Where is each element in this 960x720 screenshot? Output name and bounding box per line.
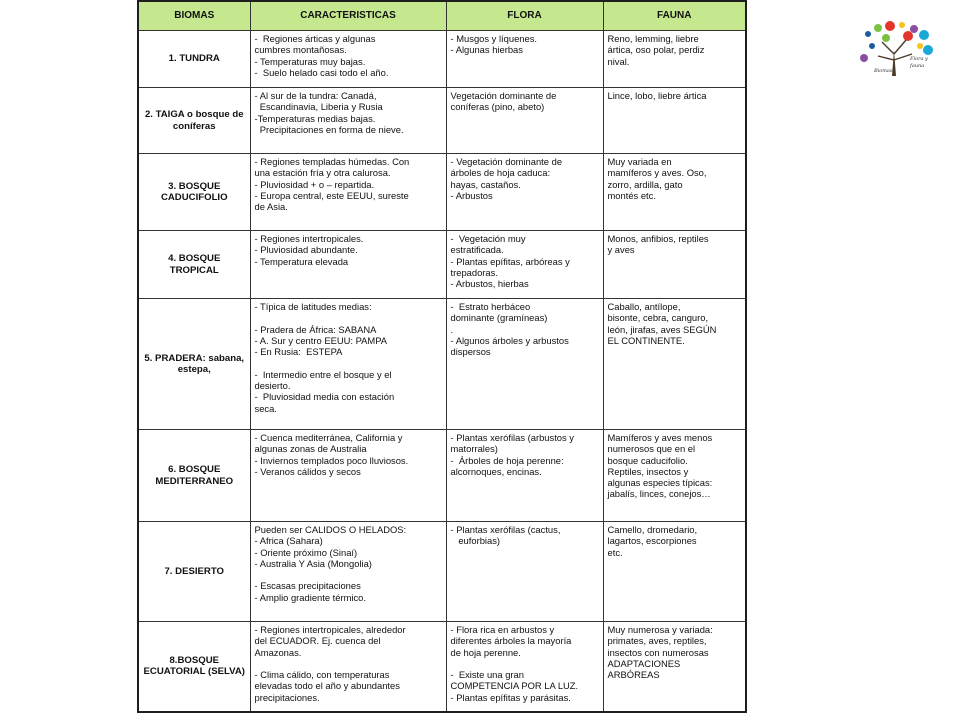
caracteristicas-line: - Clima cálido, con temperaturas [254,669,390,681]
caracteristicas-line: Precipitaciones en forma de nieve. [254,123,404,135]
fauna-cell [603,31,746,88]
fauna-cell [603,430,746,522]
caracteristicas-line: - Al sur de la tundra: Canadá, [254,90,377,101]
svg-text:Flora y: Flora y [910,56,928,62]
fauna-line: Monos, anfibios, reptiles [607,233,709,244]
caracteristicas-line: - Suelo helado casi todo el año. [254,66,389,78]
flora-line: - Plantas xerófilas (cactus, [450,524,561,535]
flora-line: árboles de hoja caduca: [450,167,551,179]
caracteristicas-line: del ECUADOR. Ej. cuenca del [254,635,381,647]
flora-line: trepadoras. [450,266,498,278]
flora-line: - Árboles de hoja perenne: [450,454,564,466]
flora-line: dispersos [450,346,491,358]
table-row [138,88,746,154]
caracteristicas-line: - A. Sur y centro EEUU: PAMPA [254,334,388,346]
biome-name-cell: 7. DESIERTO [138,522,250,622]
logo-dot [865,31,871,37]
logo-dot [882,34,890,42]
caracteristicas-line: algunas zonas de Australia [254,443,367,455]
logo-dot [874,24,882,32]
caracteristicas-line: - Inviernos templados poco lluviosos. [254,454,409,466]
caracteristicas-line: - Temperatura elevada [254,255,349,267]
caracteristicas-line [255,312,442,323]
caracteristicas-line [255,357,442,368]
fauna-line: mamíferos y aves. Oso, [607,167,707,179]
fauna-line: numerosos que en el [607,443,696,455]
fauna-cell [603,299,746,430]
table-row [138,154,746,231]
flora-line: - Flora rica en arbustos y [450,624,555,635]
logo-dot [919,30,929,40]
caracteristicas-line [255,658,442,669]
svg-text:fauna: fauna [910,63,925,69]
fauna-line: etc. [607,546,623,558]
header-biomas: BIOMAS [138,1,250,31]
biome-name-cell: 5. PRADERA: sabana, estepa, [138,299,250,430]
fauna-line: nival. [607,55,630,67]
table-row [138,31,746,88]
caracteristicas-line: desierto. [254,379,291,391]
fauna-line: montés etc. [607,189,656,201]
logo-dot [860,54,868,62]
caracteristicas-line: -Temperaturas medias bajas. [254,112,376,124]
flora-line: - Vegetación muy [450,233,526,244]
flora-cell [446,622,603,712]
caracteristicas-line: Pueden ser CALIDOS O HELADOS: [254,524,407,535]
caracteristicas-line: - Temperaturas muy bajas. [254,55,366,67]
flora-line: de hoja perenne. [450,646,521,658]
fauna-line: insectos con numerosas [607,646,709,658]
caracteristicas-line: - Pradera de África: SABANA [254,323,377,335]
caracteristicas-line: seca. [254,402,277,414]
tree-logo-icon [848,20,940,78]
fauna-line: león, jirafas, aves SEGÚN [607,323,717,335]
flora-cell [446,154,603,231]
caracteristicas-line: - Oriente próximo (Sinaí) [254,546,358,558]
caracteristicas-line: - Cuenca mediterránea, California y [254,432,403,443]
fauna-cell [603,88,746,154]
biome-name-cell: 3. BOSQUE CADUCIFOLIO [138,154,250,231]
fauna-line: ártica, oso polar, perdiz [607,44,705,56]
caracteristicas-line: Escandinavia, Liberia y Rusia [254,101,383,113]
flora-cell [446,522,603,622]
caracteristicas-line: - Intermedio entre el bosque y el [254,368,392,380]
fauna-line: algunas especies típicas: [607,477,713,489]
biomes-table [137,0,747,713]
flora-line: - Vegetación dominante de [450,156,563,167]
caracteristicas-line [255,569,442,580]
table-row [138,430,746,522]
fauna-cell [603,231,746,299]
caracteristicas-cell [250,31,446,88]
flora-line [451,658,599,669]
fauna-line: ADAPTACIONES [607,657,681,669]
flora-line: - Algunas hierbas [450,44,523,56]
caracteristicas-line: elevadas todo el año y abundantes [254,680,400,692]
table-row [138,231,746,299]
fauna-cell [603,622,746,712]
caracteristicas-line: precipitaciones. [254,691,320,703]
caracteristicas-line: - Regiones templadas húmedas. Con [254,156,410,167]
caracteristicas-line: - Regiones intertropicales, alrededor [254,624,406,635]
fauna-line: bosque caducifolio. [607,454,688,466]
flora-cell [446,31,603,88]
caracteristicas-line: Amazonas. [254,646,302,658]
fauna-line: bisonte, cebra, canguro, [607,312,709,324]
biome-name-cell: 2. TAIGA o bosque de coníferas [138,88,250,154]
header-flora: FLORA [446,1,603,31]
flora-line: - Algunos árboles y arbustos [450,334,569,346]
fauna-line: Muy numerosa y variada: [607,624,713,635]
table-row [138,522,746,622]
caracteristicas-line: de Asia. [254,201,288,213]
biome-name-cell: 6. BOSQUE MEDITERRANEO [138,430,250,522]
flora-line: COMPETENCIA POR LA LUZ. [450,680,579,692]
caracteristicas-line: - Pluviosidad media con estación [254,391,395,403]
flora-line: coníferas (pino, abeto) [450,101,545,113]
fauna-line: Lince, lobo, liebre ártica [607,90,707,101]
caracteristicas-line: una estación fría y otra calurosa. [254,167,391,179]
flora-cell [446,430,603,522]
flora-line: - Musgos y líquenes. [450,33,537,44]
fauna-line: Muy variada en [607,156,672,167]
logo-dot [923,45,933,55]
fauna-line: Mamíferos y aves menos [607,432,713,443]
fauna-cell [603,154,746,231]
fauna-line: Reptiles, insectos y [607,465,689,477]
logo-dot [903,31,913,41]
table-header-row [138,1,746,31]
flora-cell [446,88,603,154]
flora-line: euforbias) [450,535,501,547]
flora-line: - Plantas xerófilas (arbustos y [450,432,574,443]
caracteristicas-cell [250,88,446,154]
header-caracteristicas: CARACTERISTICAS [250,1,446,31]
caracteristicas-line: - Veranos cálidos y secos [254,465,361,477]
caracteristicas-cell [250,430,446,522]
flora-line: alcornoques, encinas. [450,465,542,477]
fauna-line: ARBÓREAS [607,669,660,681]
table-row [138,622,746,712]
caracteristicas-cell [250,299,446,430]
fauna-line: lagartos, escorpiones [607,535,697,547]
flora-line: - Arbustos, hierbas [450,278,529,290]
logo-dot [885,21,895,31]
caracteristicas-cell [250,231,446,299]
caracteristicas-cell [250,622,446,712]
fauna-line: primates, aves, reptiles, [607,635,707,647]
flora-line: - Plantas epífitas, arbóreas y [450,255,570,267]
caracteristicas-line: - En Rusia: ESTEPA [254,346,343,358]
fauna-cell [603,522,746,622]
caracteristicas-line: - Escasas precipitaciones [254,580,361,592]
flora-line: Vegetación dominante de [450,90,557,101]
flora-line: dominante (gramíneas) [450,312,548,324]
flora-cell [446,231,603,299]
biome-name-cell: 4. BOSQUE TROPICAL [138,231,250,299]
flora-line: estratificada. [450,244,504,256]
caracteristicas-line: - Regiones árticas y algunas [254,33,376,44]
header-fauna: FAUNA [603,1,746,31]
logo-dot [869,43,875,49]
flora-line: - Plantas epífitas y parásitas. [450,691,571,703]
caracteristicas-cell [250,154,446,231]
flora-line: - Existe una gran [450,669,524,681]
flora-line: - Arbustos [450,189,493,201]
caracteristicas-cell [250,522,446,622]
caracteristicas-line: - Europa central, este EEUU, sureste [254,189,409,201]
caracteristicas-line: - Pluviosidad + o – repartida. [254,178,375,190]
fauna-line: Reno, lemming, liebre [607,33,699,44]
fauna-line: Camello, dromedario, [607,524,698,535]
caracteristicas-line: - Amplio gradiente térmico. [254,591,367,603]
flora-line: matorrales) [450,443,498,455]
table-row [138,299,746,430]
fauna-line: zorro, ardilla, gato [607,178,683,190]
caracteristicas-line: - Regiones intertropicales. [254,233,364,244]
caracteristicas-line: - Africa (Sahara) [254,535,323,547]
logo-dot [910,25,918,33]
caracteristicas-line: - Pluviosidad abundante. [254,244,358,256]
logo-dot [917,43,923,49]
fauna-line: EL CONTINENTE. [607,334,685,346]
flora-line: . [450,323,454,335]
biome-name-cell: 8.BOSQUE ECUATORIAL (SELVA) [138,622,250,712]
svg-text:Biomas: Biomas [874,68,893,74]
logo-dot [899,22,905,28]
flora-line: diferentes árboles la mayoría [450,635,572,647]
fauna-line: Caballo, antílope, [607,301,681,312]
caracteristicas-line: cumbres montañosas. [254,44,347,56]
biome-name-cell: 1. TUNDRA [138,31,250,88]
flora-line: - Estrato herbáceo [450,301,531,312]
flora-cell [446,299,603,430]
caracteristicas-line: - Australia Y Asia (Mongolia) [254,557,372,569]
fauna-line: y aves [607,244,635,256]
caracteristicas-line: - Típica de latitudes medias: [254,301,372,312]
fauna-line: jabalís, linces, conejos… [607,488,711,500]
flora-line: hayas, castaños. [450,178,521,190]
